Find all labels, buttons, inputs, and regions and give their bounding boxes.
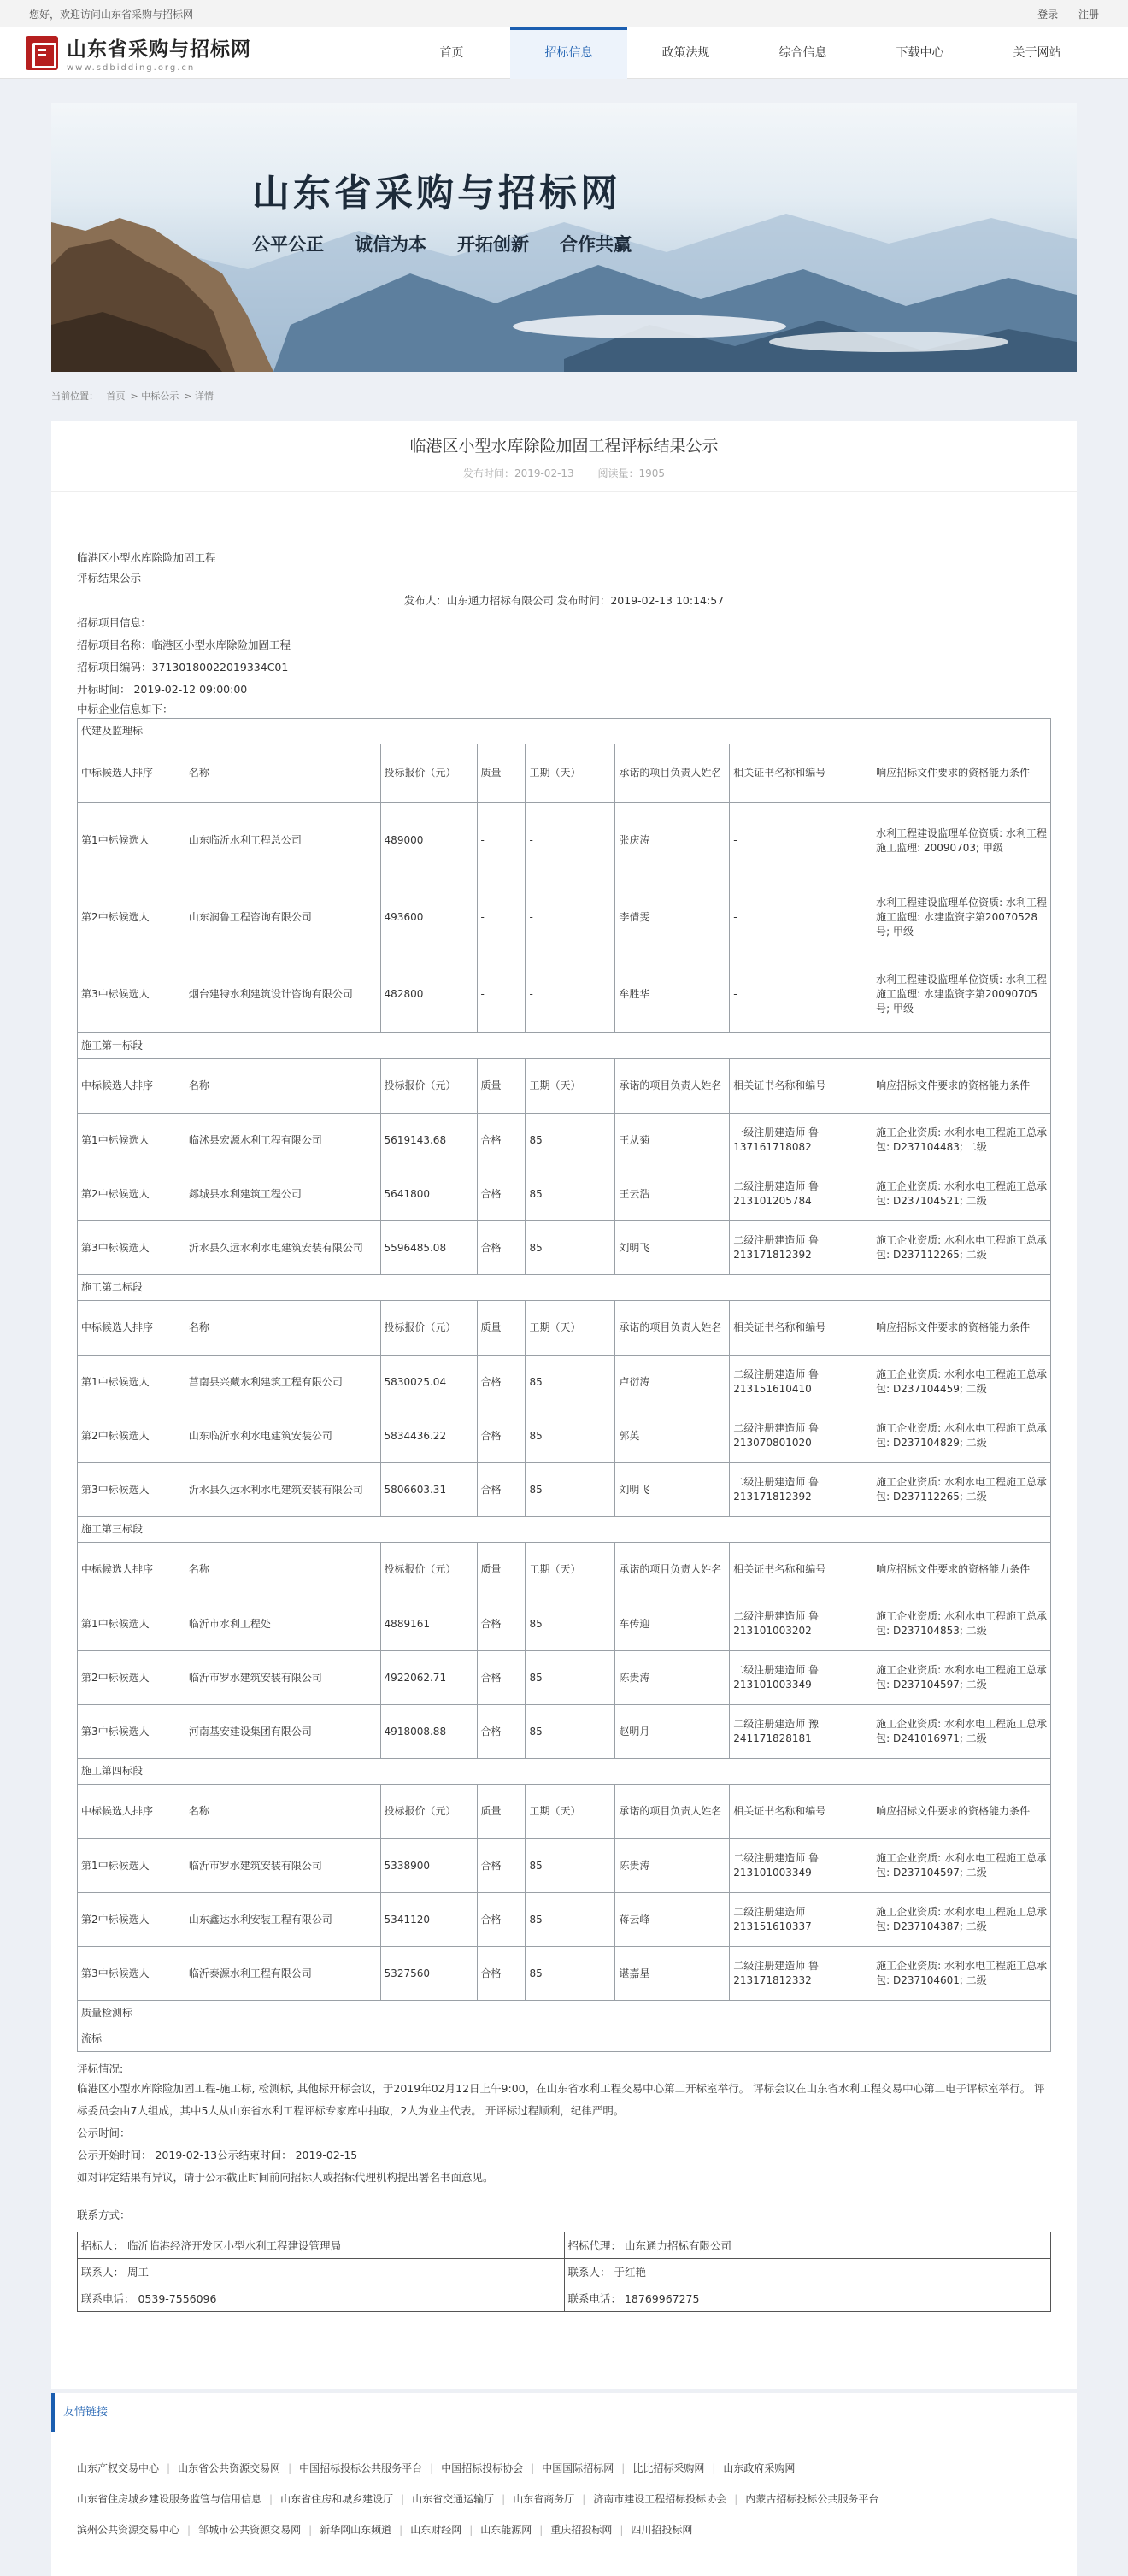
table-row [78,1356,1051,1409]
column-header: 质量 [477,1059,526,1114]
slogan: 开拓创新 [457,233,529,255]
contact-table [77,2232,1051,2312]
table-row [78,803,1051,879]
table-cell: 二级注册建造师 213151610337 [730,1893,872,1947]
table-cell: 水利工程建设监理单位资质: 水利工程施工监理: 水建监资字第20090705号; 甲级 [872,956,1051,1033]
table-row [78,956,1051,1033]
table-cell: 85 [526,1705,615,1759]
table-cell: 郯城县水利建筑工程公司 [185,1167,380,1221]
table-cell: 85 [526,1167,615,1221]
site-logo[interactable] [26,33,393,73]
section-title: 施工第二标段 [78,1275,1051,1301]
column-header: 工期（天） [526,1059,615,1114]
breadcrumb-current: 详情 [194,391,214,402]
table-cell: 临沂市水利工程处 [185,1597,380,1651]
table-cell: 卢衍涛 [615,1356,730,1409]
table-cell: 85 [526,1651,615,1705]
table-cell: 合格 [477,1597,526,1651]
table-cell: 刘明飞 [615,1463,730,1517]
table-cell: 85 [526,1893,615,1947]
column-header: 响应招标文件要求的资格能力条件 [872,1059,1051,1114]
banner [51,103,1077,372]
column-header: 工期（天） [526,1785,615,1839]
column-header: 承诺的项目负责人姓名 [615,1059,730,1114]
table-cell: 赵明月 [615,1705,730,1759]
section-title: 质量检测标 [78,2001,1051,2026]
friend-link[interactable]: 山东省住房和城乡建设厅 [280,2493,394,2505]
friend-link[interactable]: 重庆招投标网 [550,2524,613,2536]
friend-link[interactable]: 山东省住房城乡建设服务监管与信用信息 [77,2493,262,2505]
friend-links-title: 友情链接 [51,2393,1077,2432]
table-cell: 二级注册建造师 鲁213101003349 [730,1839,872,1893]
table-cell: 沂水县久远水利水电建筑安装有限公司 [185,1463,380,1517]
table-row [78,1893,1051,1947]
table-cell: 刘明飞 [615,1221,730,1275]
table-cell: 5830025.04 [380,1356,477,1409]
table-cell: 85 [526,1463,615,1517]
table-cell: 第1中标候选人 [78,803,185,879]
view-count: 阅读量：1905 [597,468,666,479]
friend-link[interactable]: 四川招投标网 [631,2524,693,2536]
table-cell: 合格 [477,1839,526,1893]
table-cell: 5341120 [380,1893,477,1947]
table-row [78,1409,1051,1463]
column-header: 承诺的项目负责人姓名 [615,1543,730,1597]
column-header: 投标报价（元） [380,1301,477,1356]
table-row [78,1597,1051,1651]
table-cell: 施工企业资质: 水利水电工程施工总承包: D237104829; 二级 [872,1409,1051,1463]
tenderer-phone: 联系电话： 0539-7556096 [78,2285,565,2312]
table-cell: 5641800 [380,1167,477,1221]
table-cell: 水利工程建设监理单位资质: 水利工程施工监理: 水建监资字第20070528号; 甲级 [872,879,1051,956]
table-cell: 二级注册建造师 鲁213171812392 [730,1463,872,1517]
welcome-text: 您好，欢迎访问山东省采购与招标网 [29,8,194,21]
table-cell: 5338900 [380,1839,477,1893]
table-cell: 二级注册建造师 鲁213101003349 [730,1651,872,1705]
link-separator: | [288,2462,292,2474]
tenderer: 招标人： 临沂临港经济开发区小型水利工程建设管理局 [78,2232,565,2259]
friend-links-row [77,2514,1051,2545]
table-cell: 施工企业资质: 水利水电工程施工总承包: D237104459; 二级 [872,1356,1051,1409]
link-separator: | [399,2524,403,2536]
table-cell: 陈贵涛 [615,1839,730,1893]
column-header: 响应招标文件要求的资格能力条件 [872,744,1051,803]
login-link[interactable]: 登录 [1037,8,1059,21]
table-row [78,1651,1051,1705]
table-cell: 第3中标候选人 [78,1463,185,1517]
table-cell: 493600 [380,879,477,956]
eval-text: 临港区小型水库除险加固工程-施工标, 检测标, 其他标开标会议，于2019年02月12日上午9:00，在山东省水利工程交易中心第二开标室举行。 评标会议在山东省水利工程交易中心第二电子评标室举行。 评标委员会由7人组成，其中5人从山东省水利工程评标专家库中抽取，2人为业主代表。 开评标过程顺利，纪律严明。 [77,2082,1045,2117]
table-cell: 施工企业资质: 水利水电工程施工总承包: D237104853; 二级 [872,1597,1051,1651]
friend-link[interactable]: 山东能源网 [480,2524,532,2536]
section-title: 施工第一标段 [78,1033,1051,1059]
project-name: 招标项目名称：临港区小型水库除险加固工程 [77,638,291,651]
nav-tender-info[interactable]: 招标信息 [510,27,627,79]
table-cell: 二级注册建造师 豫241171828181 [730,1705,872,1759]
friend-link[interactable]: 邹城市公共资源交易网 [198,2524,302,2536]
table-cell: 第2中标候选人 [78,1651,185,1705]
table-cell: 5834436.22 [380,1409,477,1463]
column-header: 名称 [185,1059,380,1114]
table-cell: 施工企业资质: 水利水电工程施工总承包: D237104483; 二级 [872,1114,1051,1167]
table-cell: 85 [526,1356,615,1409]
table-cell: 第3中标候选人 [78,1221,185,1275]
column-header: 承诺的项目负责人姓名 [615,1785,730,1839]
friend-link[interactable]: 内蒙古招标投标公共服务平台 [745,2493,879,2505]
column-header: 响应招标文件要求的资格能力条件 [872,1785,1051,1839]
table-cell: 李倩雯 [615,879,730,956]
column-header: 名称 [185,1785,380,1839]
table-row [78,1839,1051,1893]
column-header: 工期（天） [526,1301,615,1356]
column-header: 投标报价（元） [380,1543,477,1597]
friend-link[interactable]: 山东产权交易中心 [77,2462,160,2474]
agent: 招标代理： 山东通力招标有限公司 [564,2232,1051,2259]
tenderer-contact: 联系人： 周工 [78,2259,565,2285]
table-cell: 5327560 [380,1947,477,2001]
table-row [78,1705,1051,1759]
column-header: 中标候选人排序 [78,1301,185,1356]
column-header: 相关证书名称和编号 [730,1059,872,1114]
article-body [77,492,1051,2312]
column-header: 中标候选人排序 [78,744,185,803]
nav-home[interactable]: 首页 [439,46,464,60]
table-header-row [78,1059,1051,1114]
notice-type-line: 评标结果公示 [77,572,142,585]
table-cell: 王云浩 [615,1167,730,1221]
agent-phone: 联系电话： 18769967275 [564,2285,1051,2312]
table-header-row [78,1785,1051,1839]
friend-link[interactable]: 山东省商务厅 [513,2493,575,2505]
table-cell: 施工企业资质: 水利水电工程施工总承包: D237112265; 二级 [872,1221,1051,1275]
table-cell: 郭英 [615,1409,730,1463]
table-cell: 一级注册建造师 鲁137161718082 [730,1114,872,1167]
friend-link[interactable]: 中国招标投标公共服务平台 [299,2462,423,2474]
project-title-line: 临港区小型水库除险加固工程 [77,551,216,564]
table-cell: 85 [526,1409,615,1463]
table-cell: 山东临沂水利水电建筑安装公司 [185,1409,380,1463]
table-cell: 施工企业资质: 水利水电工程施工总承包: D241016971; 二级 [872,1705,1051,1759]
table-cell: 施工企业资质: 水利水电工程施工总承包: D237104597; 二级 [872,1651,1051,1705]
table-row [78,1947,1051,2001]
friend-links-row [77,2484,1051,2514]
friend-link[interactable]: 滨州公共资源交易中心 [77,2524,180,2536]
logo-title: 山东省采购与招标网 [67,38,251,61]
article-meta [77,466,1051,491]
friend-link[interactable]: 山东省交通运输厅 [412,2493,495,2505]
column-header: 承诺的项目负责人姓名 [615,1301,730,1356]
table-cell: 合格 [477,1114,526,1167]
table-cell: 山东临沂水利工程总公司 [185,803,380,879]
table-cell: 施工企业资质: 水利水电工程施工总承包: D237104387; 二级 [872,1893,1051,1947]
column-header: 投标报价（元） [380,744,477,803]
friend-links [51,2393,1077,2576]
table-cell: 陈贵涛 [615,1651,730,1705]
table-row [78,1167,1051,1221]
table-cell: 莒南县兴藏水利建筑工程有限公司 [185,1356,380,1409]
top-bar [0,0,1128,27]
table-cell: 第1中标候选人 [78,1114,185,1167]
link-separator: | [502,2493,506,2505]
link-separator: | [539,2524,543,2536]
table-cell: 合格 [477,1463,526,1517]
logo-url: www.sdbidding.org.cn [67,63,196,73]
column-header: 名称 [185,1543,380,1597]
link-separator: | [712,2462,716,2474]
table-cell: - [477,956,526,1033]
objection-text: 如对评定结果有异议，请于公示截止时间前向招标人或招标代理机构提出署名书面意见。 [77,2171,494,2184]
table-cell: 4918008.88 [380,1705,477,1759]
link-separator: | [167,2462,171,2474]
nav-downloads[interactable]: 下载中心 [896,46,944,60]
table-cell: 水利工程建设监理单位资质: 水利工程施工监理: 20090703; 甲级 [872,803,1051,879]
table-cell: 合格 [477,1167,526,1221]
site-header [0,27,1128,79]
column-header: 相关证书名称和编号 [730,744,872,803]
table-cell: 第3中标候选人 [78,1947,185,2001]
period-text: 公示开始时间： 2019-02-13公示结束时间： 2019-02-15 [77,2149,358,2161]
table-cell: 第2中标候选人 [78,879,185,956]
table-cell: 第3中标候选人 [78,1705,185,1759]
table-cell: 车传迎 [615,1597,730,1651]
banner-slogans [252,231,662,256]
table-cell: 合格 [477,1409,526,1463]
table-cell: 二级注册建造师 鲁213171812332 [730,1947,872,2001]
table-cell: 4889161 [380,1597,477,1651]
table-cell: 489000 [380,803,477,879]
table-cell: 临沂市罗水建筑安装有限公司 [185,1839,380,1893]
publish-time: 发布时间：2019-02-13 [462,468,574,479]
table-cell: 二级注册建造师 鲁213151610410 [730,1356,872,1409]
table-cell: 合格 [477,1893,526,1947]
column-header: 相关证书名称和编号 [730,1301,872,1356]
table-cell: - [526,956,615,1033]
table-cell: 第1中标候选人 [78,1356,185,1409]
table-cell: 河南基安建设集团有限公司 [185,1705,380,1759]
table-cell: 二级注册建造师 鲁213101003202 [730,1597,872,1651]
column-header: 中标候选人排序 [78,1059,185,1114]
friend-link[interactable]: 比比招标采购网 [632,2462,705,2474]
table-cell: 山东润鲁工程咨询有限公司 [185,879,380,956]
contact-label: 联系方式： [77,2208,131,2221]
slogan: 公平公正 [252,233,324,255]
table-cell: 烟台建特水利建筑设计咨询有限公司 [185,956,380,1033]
table-cell: 第2中标候选人 [78,1893,185,1947]
column-header: 投标报价（元） [380,1059,477,1114]
project-code: 招标项目编码：37130180022019334C01 [77,661,289,673]
table-cell: 5806603.31 [380,1463,477,1517]
link-separator: | [308,2524,313,2536]
main-nav [393,27,1096,79]
table-cell: 合格 [477,1221,526,1275]
table-cell: 二级注册建造师 鲁213070801020 [730,1409,872,1463]
table-cell: 山东鑫达水利安装工程有限公司 [185,1893,380,1947]
table-row [78,1221,1051,1275]
column-header: 响应招标文件要求的资格能力条件 [872,1543,1051,1597]
table-cell: 施工企业资质: 水利水电工程施工总承包: D237112265; 二级 [872,1463,1051,1517]
table-cell: - [477,803,526,879]
winners-label: 中标企业信息如下： [77,703,173,715]
table-header-row [78,1301,1051,1356]
table-cell: 482800 [380,956,477,1033]
link-separator: | [269,2493,273,2505]
table-cell: - [730,879,872,956]
register-link[interactable]: 注册 [1078,8,1099,21]
page-title: 临港区小型水库除险加固工程评标结果公示 [409,437,719,456]
table-cell: - [526,879,615,956]
column-header: 质量 [477,1301,526,1356]
section-title: 代建及监理标 [78,719,1051,744]
table-cell: 5619143.68 [380,1114,477,1167]
table-row [78,1114,1051,1167]
link-separator: | [620,2524,624,2536]
breadcrumb-label: 当前位置： [51,391,98,402]
friend-link[interactable]: 新华网山东频道 [320,2524,392,2536]
table-cell: 85 [526,1597,615,1651]
table-row [78,1463,1051,1517]
table-cell: 85 [526,1947,615,2001]
table-cell: 85 [526,1839,615,1893]
section-title: 施工第四标段 [78,1759,1051,1785]
column-header: 承诺的项目负责人姓名 [615,744,730,803]
friend-link[interactable]: 山东政府采购网 [723,2462,796,2474]
column-header: 质量 [477,744,526,803]
section-title: 流标 [78,2026,1051,2052]
table-cell: - [730,803,872,879]
table-cell: 施工企业资质: 水利水电工程施工总承包: D237104601; 二级 [872,1947,1051,2001]
nav-about[interactable]: 关于网站 [1013,46,1061,60]
column-header: 中标候选人排序 [78,1543,185,1597]
section-title: 施工第三标段 [78,1517,1051,1543]
column-header: 工期（天） [526,1543,615,1597]
table-cell: 85 [526,1114,615,1167]
table-cell: 谌嘉星 [615,1947,730,2001]
table-cell: - [730,956,872,1033]
friend-links-row [77,2453,1051,2484]
table-cell: 二级注册建造师 鲁213101205784 [730,1167,872,1221]
table-cell: 施工企业资质: 水利水电工程施工总承包: D237104521; 二级 [872,1167,1051,1221]
article-container [51,421,1077,2389]
nav-general-info[interactable]: 综合信息 [778,46,827,60]
table-header-row [78,1543,1051,1597]
banner-title: 山东省采购与招标网 [252,172,621,215]
table-cell: 合格 [477,1651,526,1705]
table-cell: - [477,879,526,956]
eval-label: 评标情况: [77,2062,124,2075]
slogan: 诚信为本 [355,233,426,255]
friend-link[interactable]: 山东省公共资源交易网 [178,2462,281,2474]
table-cell: 临沂泰源水利工程有限公司 [185,1947,380,2001]
table-cell: 张庆涛 [615,803,730,879]
results-table [77,718,1051,2052]
link-separator: | [734,2493,738,2505]
friend-links-list [51,2432,1077,2545]
link-separator: | [531,2462,535,2474]
link-separator: | [582,2493,586,2505]
table-header-row [78,744,1051,803]
link-separator: | [187,2524,191,2536]
friend-link[interactable]: 济南市建设工程招标投标协会 [593,2493,727,2505]
table-cell: 第2中标候选人 [78,1409,185,1463]
nav-policy[interactable]: 政策法规 [661,46,710,60]
table-cell: 二级注册建造师 鲁213171812392 [730,1221,872,1275]
table-cell: 85 [526,1221,615,1275]
table-cell: 4922062.71 [380,1651,477,1705]
open-time: 开标时间： 2019-02-12 09:00:00 [77,683,248,696]
link-separator: | [469,2524,473,2536]
column-header: 投标报价（元） [380,1785,477,1839]
table-cell: 沂水县久远水利水电建筑安装有限公司 [185,1221,380,1275]
breadcrumb: 当前位置： 首页 > 中标公示 > 详情 [51,391,214,402]
table-cell: 第3中标候选人 [78,956,185,1033]
breadcrumb-section[interactable]: 中标公示 [141,391,179,402]
publisher-line: 发布人：山东通力招标有限公司 发布时间：2019-02-13 10:14:57 [403,594,725,607]
table-cell: - [526,803,615,879]
column-header: 相关证书名称和编号 [730,1543,872,1597]
column-header: 名称 [185,744,380,803]
table-cell: 第1中标候选人 [78,1597,185,1651]
column-header: 响应招标文件要求的资格能力条件 [872,1301,1051,1356]
column-header: 工期（天） [526,744,615,803]
column-header: 相关证书名称和编号 [730,1785,872,1839]
table-cell: 合格 [477,1356,526,1409]
table-cell: 第1中标候选人 [78,1839,185,1893]
column-header: 质量 [477,1785,526,1839]
slogan: 合作共赢 [560,233,632,255]
table-cell: 临沭县宏源水利工程有限公司 [185,1114,380,1167]
table-row [78,879,1051,956]
column-header: 中标候选人排序 [78,1785,185,1839]
table-cell: 合格 [477,1947,526,2001]
friend-link[interactable]: 中国国际招标网 [542,2462,614,2474]
friend-link[interactable]: 中国招标投标协会 [441,2462,524,2474]
link-separator: | [401,2493,405,2505]
table-cell: 牟胜华 [615,956,730,1033]
evaluation-section [77,2061,1051,2226]
link-separator: | [430,2462,434,2474]
logo-emblem-icon [26,36,58,70]
column-header: 质量 [477,1543,526,1597]
table-cell: 第2中标候选人 [78,1167,185,1221]
table-cell: 施工企业资质: 水利水电工程施工总承包: D237104597; 二级 [872,1839,1051,1893]
breadcrumb-home[interactable]: 首页 [106,391,126,402]
table-cell: 5596485.08 [380,1221,477,1275]
agent-contact: 联系人： 于红艳 [564,2259,1051,2285]
period-label: 公示时间： [77,2126,131,2139]
column-header: 名称 [185,1301,380,1356]
table-cell: 合格 [477,1705,526,1759]
table-cell: 临沂市罗水建筑安装有限公司 [185,1651,380,1705]
table-cell: 蒋云峰 [615,1893,730,1947]
link-separator: | [621,2462,626,2474]
table-cell: 王从菊 [615,1114,730,1167]
project-info-label: 招标项目信息: [77,616,145,629]
friend-link[interactable]: 山东财经网 [410,2524,462,2536]
